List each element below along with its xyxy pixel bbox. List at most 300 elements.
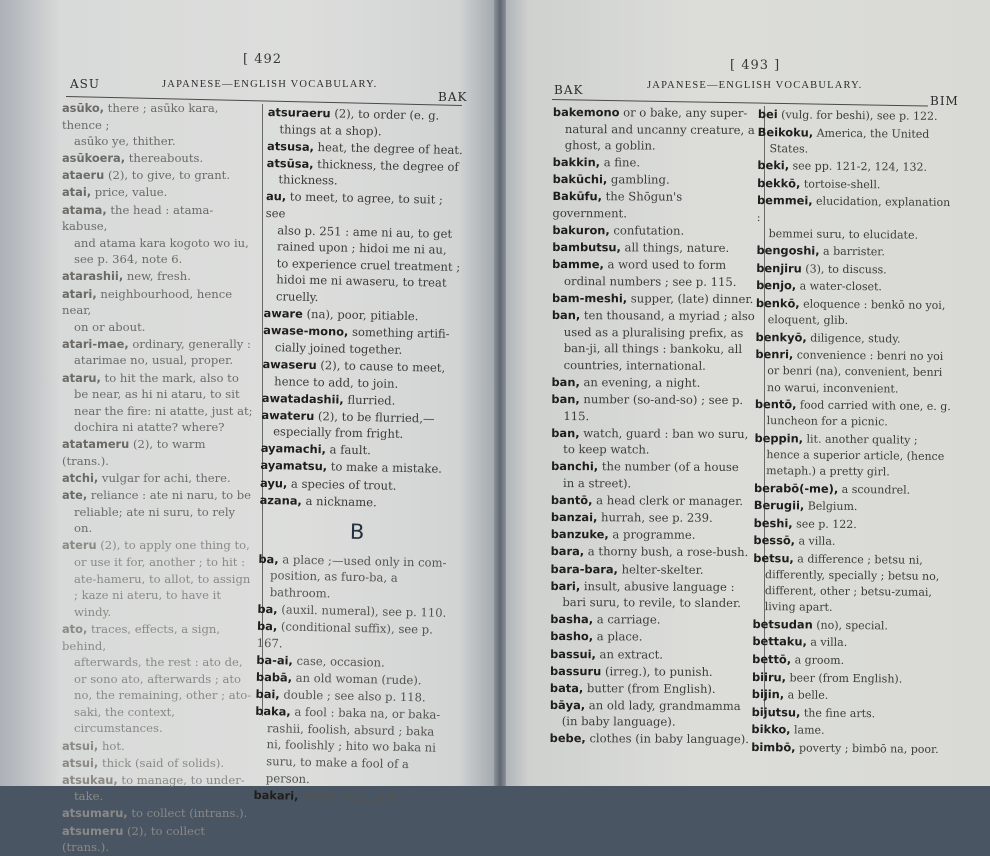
headword: atama, xyxy=(62,202,107,217)
headword: azana, xyxy=(259,492,302,508)
headword: basha, xyxy=(550,612,594,627)
section-letter-b: B xyxy=(349,520,365,545)
headword: atai, xyxy=(62,185,92,200)
headword: bai, xyxy=(255,686,280,702)
headword: bassuru xyxy=(549,663,602,678)
definition: (2), to order (e. g. xyxy=(330,106,440,123)
dictionary-entry xyxy=(753,532,953,551)
definition: helter-skelter. xyxy=(617,561,704,577)
dictionary-entry xyxy=(266,155,463,192)
headword: awatadashii, xyxy=(261,390,344,407)
definition-continuation: natural and uncanny creature, a ghost, a goblin. xyxy=(564,121,755,153)
definition: all things, nature. xyxy=(620,240,730,256)
dictionary-entry xyxy=(62,167,254,184)
dictionary-entry xyxy=(62,202,254,268)
definition: the number (of a house xyxy=(598,459,739,475)
headword: ba, xyxy=(258,551,279,567)
dictionary-entry xyxy=(552,307,756,374)
definition: poverty ; bimbō na, poor. xyxy=(795,741,939,756)
headword: banzuke, xyxy=(550,527,609,542)
definition: tortoise-shell. xyxy=(800,177,881,192)
headword: ayamatsu, xyxy=(260,458,328,474)
definition: to hit the mark, also to xyxy=(100,370,239,385)
headword: ban, xyxy=(551,374,580,390)
headword: betsudan xyxy=(752,616,813,632)
definition-continuation: rashii, foolish, absurd ; baka ni, foolishly ; hito wo baka ni suru, to make a fool of a person. xyxy=(265,720,437,786)
left-guide-word-end: BAK xyxy=(438,90,468,104)
headword: betsu, xyxy=(753,550,794,566)
definition: ten thousand, a myriad ; also xyxy=(580,308,755,324)
definition-continuation: luncheon for a picnic. xyxy=(766,414,888,429)
definition: a difference ; betsu ni, xyxy=(793,552,923,567)
dictionary-entry xyxy=(62,823,254,856)
definition: (2), to apply one thing to, xyxy=(96,538,250,553)
definition-continuation: bemmei suru, to elucidate. xyxy=(768,226,919,242)
dictionary-entry xyxy=(62,487,254,537)
left-page-number: [ 492 xyxy=(243,52,283,67)
dictionary-entry xyxy=(753,550,954,617)
definition: (2), to give, to grant. xyxy=(104,168,231,183)
headword: ato, xyxy=(62,621,88,636)
headword: bata, xyxy=(549,680,584,695)
dictionary-entry xyxy=(62,738,254,755)
headword: awaseru xyxy=(262,356,317,372)
headword: awateru xyxy=(261,407,315,423)
definition: the head : atama-kabuse, xyxy=(62,202,214,234)
definition: eloquence : benkō no yoi, xyxy=(799,297,946,313)
definition: or o bake, any super- xyxy=(619,105,748,121)
dictionary-entry xyxy=(550,611,754,629)
dictionary-entry xyxy=(261,407,458,444)
definition: flurried. xyxy=(343,392,396,408)
headword: atatameru xyxy=(62,437,130,452)
dictionary-entry xyxy=(752,651,952,670)
headword: benjo, xyxy=(756,278,797,293)
dictionary-entry xyxy=(550,578,754,612)
dictionary-entry xyxy=(262,356,459,393)
dictionary-entry xyxy=(751,721,951,740)
page-edge-shadow xyxy=(0,0,60,786)
headword: bakūchi, xyxy=(552,172,608,187)
headword: atarashii, xyxy=(62,269,124,284)
headword: ayu, xyxy=(259,475,288,491)
definition: heat, the degree of heat. xyxy=(313,139,463,157)
headword: bantō, xyxy=(550,493,593,508)
definition: thick (said of solids). xyxy=(98,755,225,770)
dictionary-entry xyxy=(551,425,755,459)
headword: bari, xyxy=(550,578,581,593)
definition: something artifi- xyxy=(348,324,450,342)
headword: bakuron, xyxy=(552,223,610,238)
headword: atsui, xyxy=(62,755,99,770)
definition: an old lady, grandmamma xyxy=(585,697,741,713)
dictionary-entry xyxy=(62,184,254,201)
headword: beppin, xyxy=(754,430,804,446)
definition: an old woman (rude). xyxy=(291,670,422,688)
dictionary-entry xyxy=(752,669,952,688)
right-running-head: JAPANESE—ENGLISH VOCABULARY. xyxy=(647,80,863,91)
headword: atari, xyxy=(62,286,97,301)
headword: bettaku, xyxy=(752,634,807,649)
dictionary-entry xyxy=(756,277,956,296)
right-column-2 xyxy=(751,106,958,759)
dictionary-entry xyxy=(550,628,754,646)
definition-continuation: eloquent, glib. xyxy=(767,313,849,328)
headword: Beikoku, xyxy=(757,124,814,140)
definition: to meet, to agree, to suit ; see xyxy=(265,189,444,221)
definition: a species of trout. xyxy=(287,476,397,493)
definition-continuation: hence to add, to join. xyxy=(274,373,399,391)
dictionary-entry xyxy=(756,295,956,330)
definition: insult, abusive language : xyxy=(580,578,735,594)
headword: baka, xyxy=(255,704,291,719)
definition: food carried with one, e. g. xyxy=(796,398,951,414)
dictionary-entry xyxy=(752,704,952,723)
headword: bettō, xyxy=(752,651,792,667)
headword: atsukau, xyxy=(62,772,118,787)
headword: bimbō, xyxy=(751,739,796,755)
definition: a belle. xyxy=(784,688,829,702)
headword: biiru, xyxy=(751,669,787,684)
definition-continuation: States. xyxy=(769,141,809,156)
definition-continuation: things at a shop). xyxy=(279,121,382,138)
definition: an evening, a night. xyxy=(579,375,701,390)
headword: bekkō, xyxy=(757,175,801,191)
headword: bemmei, xyxy=(756,193,813,209)
definition: double ; see also p. 118. xyxy=(279,687,426,705)
dictionary-entry xyxy=(552,290,756,308)
definition-continuation: differently, specially ; betsu no, different, other ; betsu-zumai, living apart. xyxy=(764,568,940,615)
definition: America, the United xyxy=(813,126,930,141)
definition: confutation. xyxy=(609,223,685,238)
dictionary-entry xyxy=(62,370,254,436)
headword: beshi, xyxy=(753,515,793,531)
dictionary-entry xyxy=(757,192,958,243)
definition: case, occasion. xyxy=(292,653,385,670)
definition: thickness, the degree of xyxy=(313,156,459,174)
headword: bengoshi, xyxy=(756,243,820,258)
headword: au, xyxy=(265,189,287,204)
definition-continuation: hence a superior article, (hence metaph.) a pretty girl. xyxy=(766,447,945,479)
definition-continuation: also p. 251 : ame ni au, to get rained upon ; hidoi me ni au, to experience cruel treatment ; hidoi me ni awaseru, to treat cruelly. xyxy=(275,222,461,305)
headword: bāya, xyxy=(549,697,586,712)
definition-continuation: to keep watch. xyxy=(563,442,650,457)
dictionary-entry xyxy=(62,805,254,822)
dictionary-entry xyxy=(62,268,254,285)
definition: (2), to be flurried,— xyxy=(314,408,435,426)
definition-continuation: (in baby language). xyxy=(561,714,676,730)
definition: vulgar for achi, there. xyxy=(98,471,231,486)
definition: neighbourhood, hence near, xyxy=(62,286,233,318)
definition: to make a mistake. xyxy=(326,459,443,477)
definition: an extract. xyxy=(595,646,664,662)
headword: ayamachi, xyxy=(260,441,327,457)
dictionary-entry xyxy=(752,616,952,635)
dictionary-entry xyxy=(754,430,955,481)
dictionary-entry xyxy=(267,104,464,141)
headword: atsūsa, xyxy=(266,155,314,171)
headword: benjiru xyxy=(756,260,802,276)
definition: to manage, to under- xyxy=(117,772,245,787)
headword: ataru, xyxy=(62,370,101,385)
definition: (2), to warm (trans.). xyxy=(62,437,206,468)
definition: (3), to discuss. xyxy=(801,262,887,277)
definition: a groom. xyxy=(791,653,845,667)
definition: a place ;—used only in com- xyxy=(278,552,447,570)
headword: bassui, xyxy=(550,646,596,661)
headword: benri, xyxy=(755,347,794,362)
headword: bam-meshi, xyxy=(551,291,628,306)
definition: butter (from English). xyxy=(583,680,716,696)
dictionary-entry xyxy=(254,703,452,790)
dictionary-entry xyxy=(757,157,957,176)
definition-continuation: atarimae no, usual, proper. xyxy=(74,353,234,368)
definition: see p. 122. xyxy=(792,517,857,531)
headword: babā, xyxy=(255,669,293,685)
definition-continuation: 115. xyxy=(563,408,590,423)
dictionary-entry xyxy=(263,322,460,359)
headword: ateru xyxy=(62,538,97,553)
definition: diligence, study. xyxy=(806,331,901,346)
definition-continuation: thickness. xyxy=(278,172,338,188)
headword: asūkoera, xyxy=(62,151,126,166)
dictionary-entry xyxy=(552,239,756,257)
dictionary-entry xyxy=(758,106,958,125)
definition: about, only, just. xyxy=(298,788,399,805)
left-column-2 xyxy=(253,104,464,808)
dictionary-entry xyxy=(756,242,956,261)
definition: a scoundrel. xyxy=(838,482,911,497)
headword: bessō, xyxy=(753,533,796,548)
definition: a place. xyxy=(593,629,643,644)
headword: bamme, xyxy=(552,257,604,272)
dictionary-entry xyxy=(550,663,754,681)
definition: (2), to collect (trans.). xyxy=(62,823,206,855)
dictionary-entry xyxy=(755,329,955,348)
headword: ataeru xyxy=(62,168,105,183)
definition-continuation: in a street). xyxy=(562,476,632,491)
headword: ate, xyxy=(62,488,88,503)
definition: a nickname. xyxy=(301,493,377,510)
definition: a fault. xyxy=(325,442,372,458)
headword: ban, xyxy=(551,308,581,323)
dictionary-entry xyxy=(62,286,254,336)
definition: (conditional suffix), see p. 167. xyxy=(256,619,433,651)
definition: a water-closet. xyxy=(796,279,883,294)
left-running-head: JAPANESE—ENGLISH VOCABULARY. xyxy=(162,79,378,90)
definition-continuation: ordinal numbers ; see p. 115. xyxy=(564,273,737,289)
headword: bara-bara, xyxy=(550,561,618,576)
headword: asūko, xyxy=(62,101,104,115)
definition: a carriage. xyxy=(593,612,661,627)
dictionary-entry xyxy=(62,100,254,150)
dictionary-entry xyxy=(755,346,956,397)
dictionary-entry xyxy=(62,436,254,469)
dictionary-entry xyxy=(62,336,254,369)
definition: there ; asūko kara, thence ; xyxy=(62,101,219,132)
definition: new, fresh. xyxy=(123,269,191,284)
headword: atsuraeru xyxy=(267,104,331,121)
headword: awase-mono, xyxy=(263,323,349,339)
headword: ban, xyxy=(551,392,580,407)
definition: number (so-and-so) ; see p. xyxy=(579,392,744,408)
headword: atchi, xyxy=(62,471,99,486)
definition: convenience : benri no yoi xyxy=(793,348,944,364)
definition: (no), special. xyxy=(812,618,889,633)
dictionary-entry xyxy=(757,175,957,194)
dictionary-entry xyxy=(751,739,951,758)
definition: supper, (late) dinner. xyxy=(627,291,754,307)
definition: a fine. xyxy=(600,155,641,170)
definition: (vulg. for beshi), see p. 122. xyxy=(777,108,938,123)
left-column-1 xyxy=(62,100,254,856)
definition-continuation: position, as furo-ba, a bathroom. xyxy=(269,568,398,601)
right-page-number: [ 493 ] xyxy=(730,58,781,73)
dictionary-entry xyxy=(752,633,952,652)
definition-continuation: and atama kara kogoto wo iu, see p. 364, note 6. xyxy=(74,235,249,267)
definition: the fine arts. xyxy=(800,706,876,721)
headword: bijutsu, xyxy=(751,704,801,720)
definition: a fool : baka na, or baka- xyxy=(290,704,441,722)
definition: a head clerk or manager. xyxy=(592,493,744,509)
headword: ban, xyxy=(551,425,580,440)
definition-continuation: especially from fright. xyxy=(272,424,404,442)
definition: (na), poor, pitiable. xyxy=(302,306,419,324)
dictionary-entry xyxy=(62,755,254,772)
dictionary-entry xyxy=(62,470,254,487)
right-guide-word-end: BIM xyxy=(930,94,959,108)
headword: bei xyxy=(757,106,778,122)
definition: a programme. xyxy=(608,527,696,543)
dictionary-entry xyxy=(260,492,456,513)
definition-continuation: used as a pluralising prefix, as ban-ji, all things : bankoku, all countries, international. xyxy=(563,324,744,373)
headword: banchi, xyxy=(551,459,599,474)
definition-continuation: take. xyxy=(74,789,104,804)
dictionary-entry xyxy=(754,497,954,516)
headword: bambutsu, xyxy=(552,240,621,255)
dictionary-entry xyxy=(62,150,254,167)
right-column-1 xyxy=(550,104,757,749)
dictionary-entry xyxy=(257,618,454,655)
definition: price, value. xyxy=(91,185,168,200)
headword: bara, xyxy=(550,544,585,559)
definition: clothes (in baby language). xyxy=(585,731,750,747)
dictionary-entry xyxy=(551,391,755,425)
headword: atsumeru xyxy=(62,823,124,838)
dictionary-entry xyxy=(553,171,757,189)
dictionary-entry xyxy=(552,188,756,222)
definition: gambling. xyxy=(607,172,670,187)
dictionary-entry xyxy=(62,621,254,737)
definition: Belgium. xyxy=(804,499,858,514)
dictionary-entry xyxy=(551,458,755,492)
headword: basho, xyxy=(550,629,594,644)
dictionary-entry xyxy=(551,526,755,544)
dictionary-entry xyxy=(553,104,757,155)
dictionary-entry xyxy=(258,551,455,605)
definition-continuation: bari suru, to revile, to slander. xyxy=(562,595,742,611)
definition: (auxil. numeral), see p. 110. xyxy=(277,602,447,620)
definition: elucidation, explanation : xyxy=(756,195,951,224)
dictionary-entry xyxy=(754,480,954,499)
definition-continuation: or benri (na), convenient, benri no warui, inconvenient. xyxy=(766,364,943,395)
dictionary-entry xyxy=(551,509,755,527)
dictionary-entry xyxy=(553,154,757,172)
dictionary-entry xyxy=(551,561,755,579)
definition: traces, effects, a sign, behind, xyxy=(62,621,221,653)
headword: ba, xyxy=(257,602,278,617)
dictionary-entry xyxy=(551,543,755,561)
definition-continuation: reliable; ate ni suru, to rely on. xyxy=(74,504,236,536)
headword: ba, xyxy=(256,619,278,634)
dictionary-entry xyxy=(550,645,754,663)
dictionary-entry xyxy=(757,124,957,159)
definition: see pp. 121-2, 124, 132. xyxy=(788,159,928,175)
definition-continuation: be near, as hi ni ataru, to sit near the fire: ni atatte, just at; dochira ni atatte? where? xyxy=(74,387,253,435)
definition: a villa. xyxy=(794,534,836,549)
definition: a word used to form xyxy=(603,257,727,273)
headword: bikko, xyxy=(751,722,791,737)
dictionary-entry xyxy=(754,515,954,534)
headword: ba-ai, xyxy=(256,652,293,668)
definition-continuation: afterwards, the rest : ato de, or sono ato, afterwards ; ato no, the remaining, other ; ato-saki, the context, circumstances. xyxy=(74,655,252,736)
headword: atsui, xyxy=(62,738,99,753)
headword: banzai, xyxy=(550,510,598,525)
headword: Berugii, xyxy=(753,498,805,513)
dictionary-entry xyxy=(550,730,754,748)
headword: beki, xyxy=(757,158,790,173)
definition: the Shōgun's government. xyxy=(552,189,683,221)
dictionary-entry xyxy=(253,787,449,808)
definition: a villa. xyxy=(806,635,848,650)
definition-continuation: or use it for, another ; to hit : ate-hameru, to allot, to assign ; kaze ni ateru, to have it windy. xyxy=(74,555,251,619)
headword: berabō(-me), xyxy=(753,480,839,496)
dictionary-entry xyxy=(755,396,955,431)
headword: bebe, xyxy=(549,731,586,746)
definition: reliance : ate ni naru, to be xyxy=(87,488,252,503)
dictionary-entry xyxy=(552,222,756,240)
definition: beer (from English). xyxy=(785,670,903,686)
dictionary-entry xyxy=(752,686,952,705)
dictionary-entry xyxy=(551,492,755,510)
definition: lame. xyxy=(790,723,825,738)
dictionary-entry xyxy=(756,260,956,279)
book-gutter xyxy=(494,0,506,786)
right-guide-word-start: BAK xyxy=(554,83,584,97)
definition-continuation: on or about. xyxy=(74,319,146,334)
left-guide-word-start: ASU xyxy=(70,77,100,91)
right-page xyxy=(500,0,990,786)
definition: hot. xyxy=(98,738,125,753)
definition: to collect (intrans.). xyxy=(127,806,248,821)
headword: bakari, xyxy=(253,787,299,803)
dictionary-entry xyxy=(552,256,756,290)
dictionary-entry xyxy=(550,697,754,731)
headword: atsumaru, xyxy=(62,806,128,821)
headword: benkyō, xyxy=(755,329,807,345)
headword: bentō, xyxy=(754,397,797,412)
headword: benkō, xyxy=(755,296,800,311)
headword: bijin, xyxy=(751,687,785,702)
definition: a barrister. xyxy=(819,244,885,259)
definition: lit. another quality ; xyxy=(802,432,918,447)
definition: watch, guard : ban wo suru, xyxy=(579,425,749,441)
headword: atsusa, xyxy=(266,138,315,154)
definition-continuation: cially joined together. xyxy=(274,340,403,357)
dictionary-entry xyxy=(62,772,254,805)
definition: ordinary, generally : xyxy=(128,336,251,351)
definition: (irreg.), to punish. xyxy=(601,663,713,679)
